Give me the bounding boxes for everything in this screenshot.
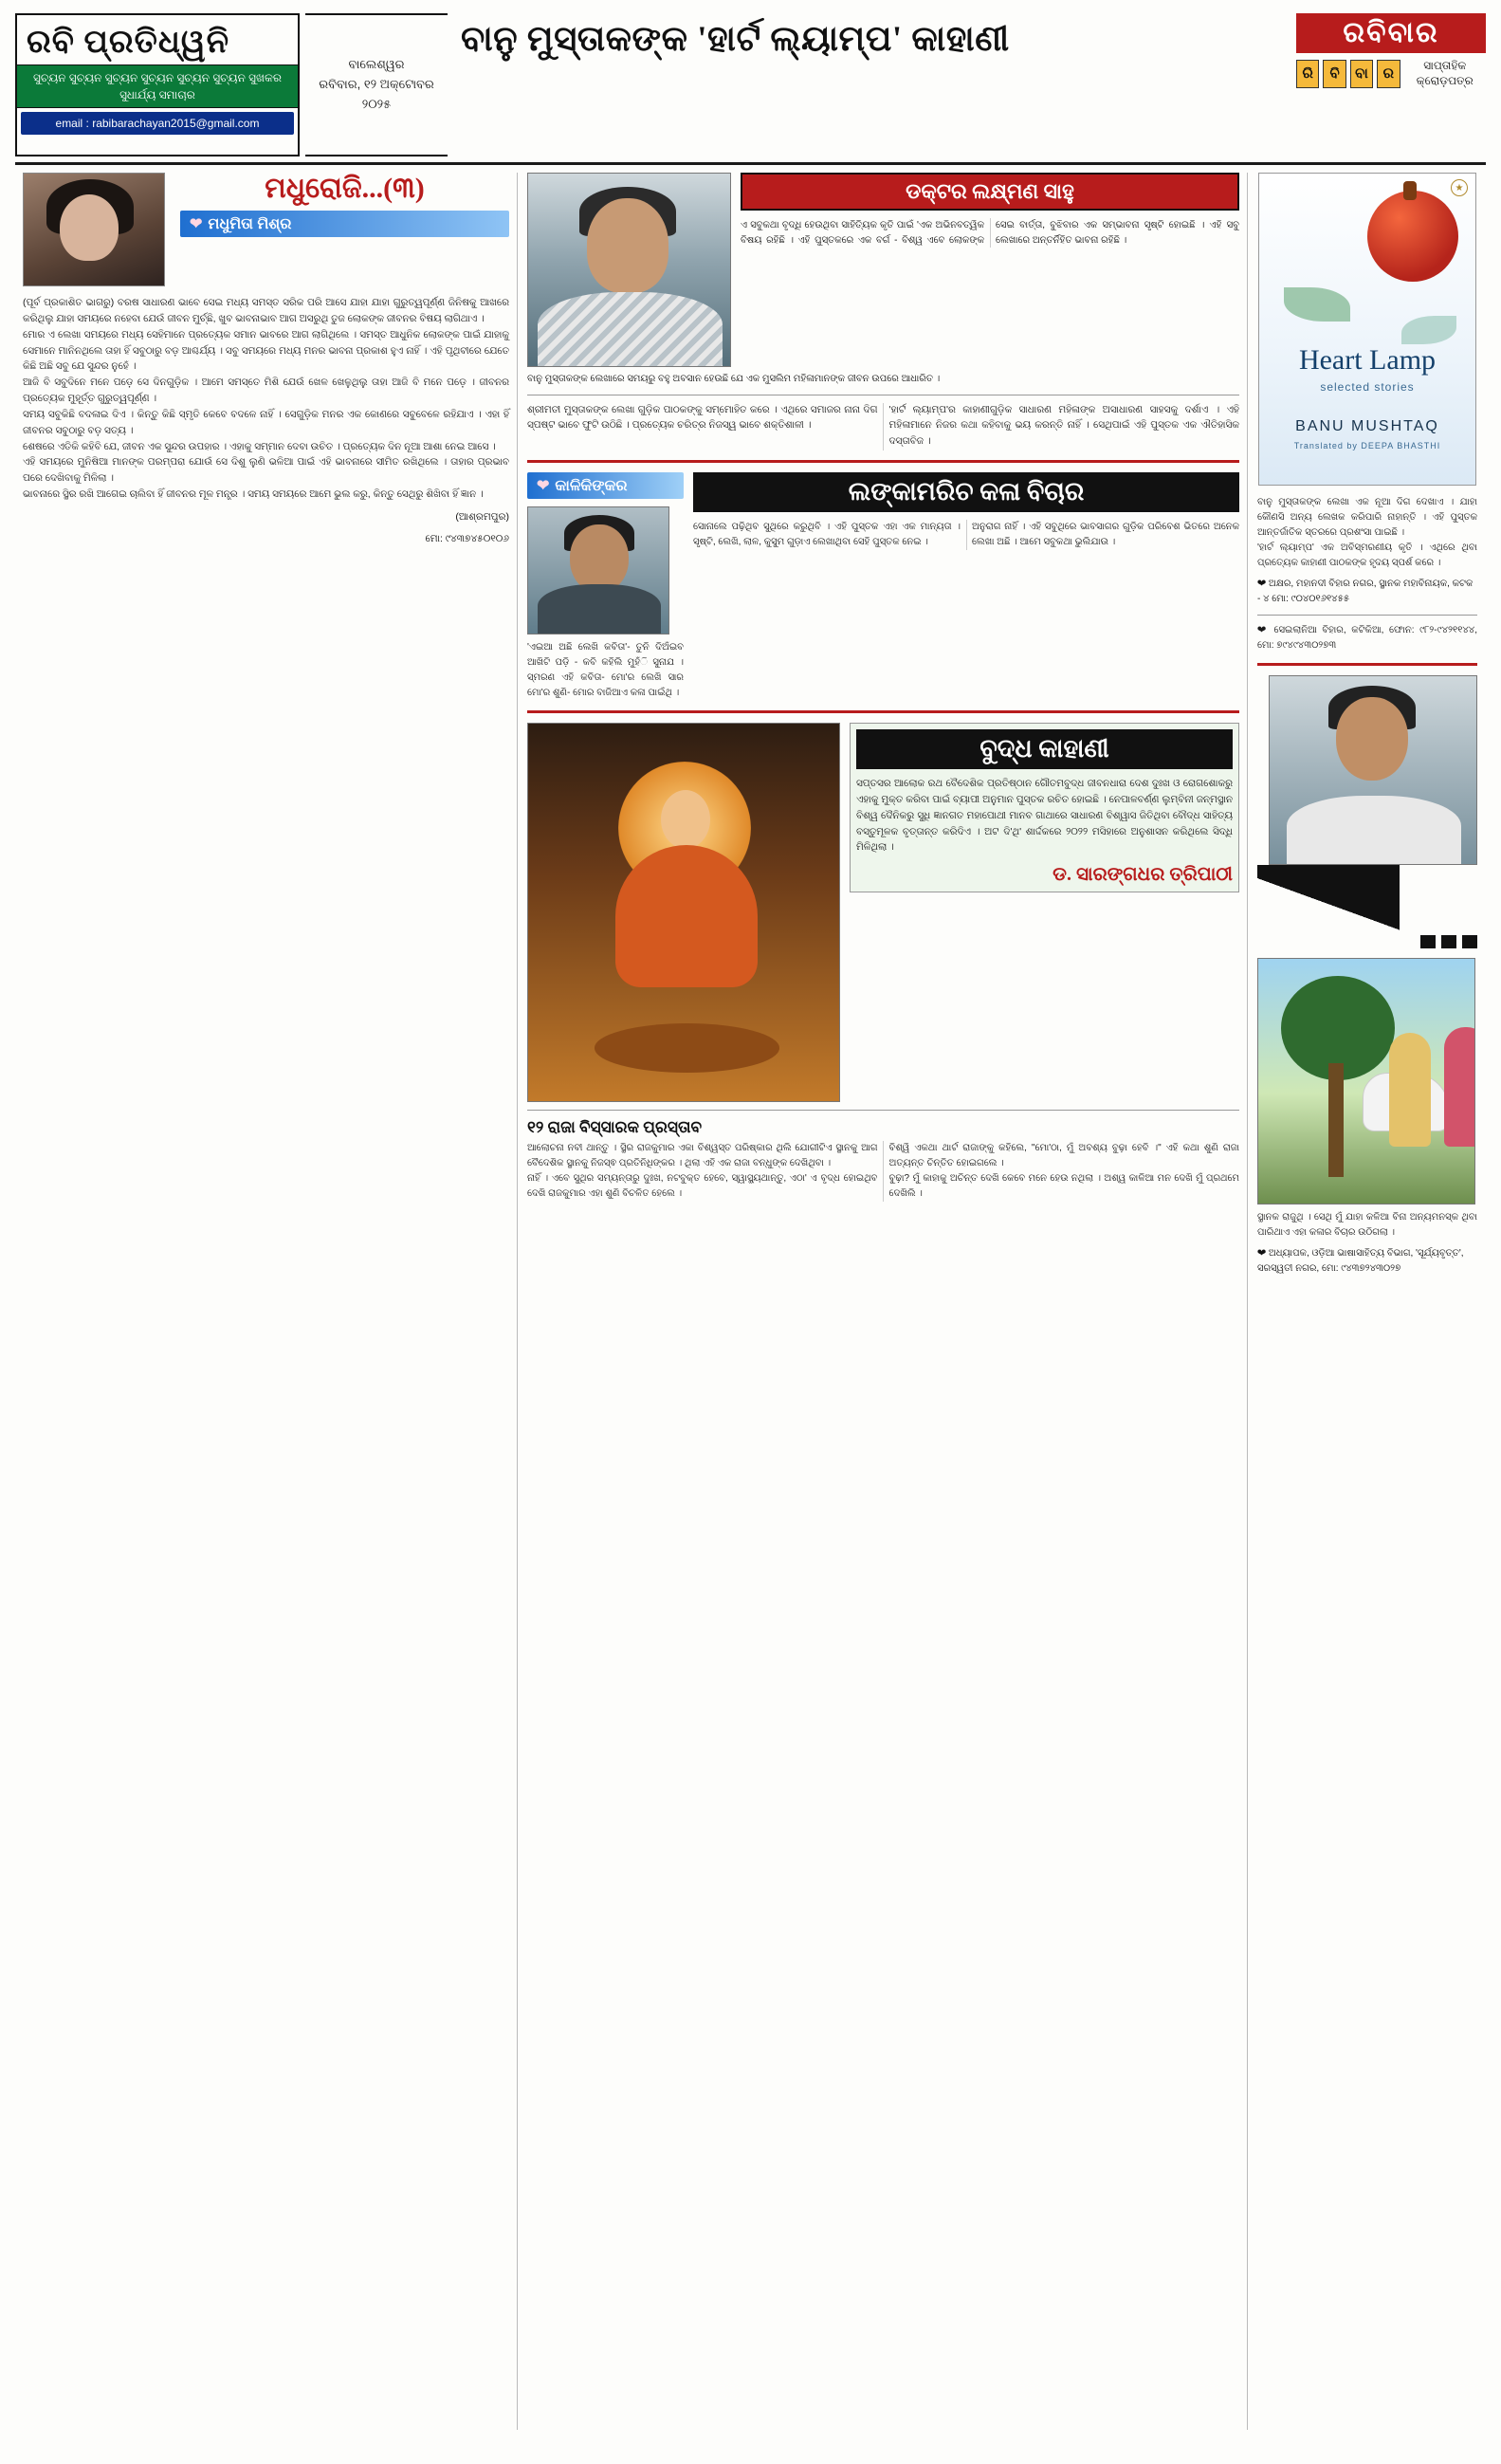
headline-box [448, 13, 1289, 156]
poem-heading: ଲଙ୍କାମରିଚ କଳା ବିଚାର [693, 472, 1239, 512]
divider-thick [527, 710, 1239, 713]
right-paragraph: 'ହାର୍ଟ ଲ୍ୟାମ୍ପ' ଏକ ଅବିସ୍ମରଣୀୟ କୃତି । ଏଥିରେ ଥିବା ପ୍ରତ୍ୟେକ କାହାଣୀ ପାଠକଙ୍କ ହୃଦୟ ସ୍ପର୍ଶ କରେ । [1257, 542, 1477, 568]
mural-caption: ସ୍ଥାନକ ରାଜୁଥି । ସେଥି ମୁଁ ଯାହା କଳିଆ ବିନା ଅନ୍ୟମନସ୍କ ଥିବା ପାରିଥାଏ ଏହା କଳାର ବିଚାର ଉଠିଗଲା । [1257, 1212, 1477, 1238]
dot [1462, 935, 1477, 948]
book-author: BANU MUSHTAQ [1295, 418, 1439, 434]
left-column [15, 173, 518, 2430]
email-bar[interactable]: email : rabibarachayan2015@gmail.com [21, 112, 294, 135]
heart-icon: ❤ [537, 478, 550, 495]
signature-name: (ଆଶ୍ରମପୁର) [455, 510, 509, 523]
divider [527, 1110, 1239, 1111]
portrait-face [1336, 697, 1408, 781]
brand-square: ର [1377, 60, 1400, 88]
divider-thick [1257, 663, 1477, 666]
contributor-photo [1269, 675, 1477, 865]
lotus-base [595, 1023, 779, 1073]
page-content [15, 173, 1486, 2430]
buddha-author: ଡ. ସାରଙ୍ଗଧର ତ୍ରିପାଠୀ [1053, 864, 1233, 886]
masthead [15, 13, 1486, 165]
book-title: Heart Lamp [1298, 344, 1437, 376]
brand-weekly-label: ସାପ୍ତାହିକ କ୍ରୋଡ଼ପତ୍ର [1416, 59, 1474, 87]
author-name: ମଧୁମିତା ମିଶ୍ର [208, 216, 292, 232]
brand-square: ବା [1350, 60, 1373, 88]
poem-col: ସୋନାଲେ ପଢ଼ିଥିବ ସୁଥିରେ କରୁଥିବି । ଏହି ପୁସ୍ତକ ଏହା ଏକ ମାନ୍ୟତା । ସୃଷ୍ଟି, ଲେଖି, ଲାଳ, କୁସୁମ ଗୁଡ଼ାଏ ଲେଖାଥିବା ସେହି ପୁସ୍ତକ ନେଇ । [693, 522, 961, 548]
publication-subtitle: ସୁଚ୍ୟନ ସୁଚ୍ୟନ ସୁଚ୍ୟନ ସୁଚ୍ୟନ ସୁଚ୍ୟନ ସୁଚ୍ୟନ ସୁଖକର ସୁଧାର୍ଯ୍ୟ ସମାଚାର [17, 64, 298, 108]
book-subtitle: selected stories [1320, 380, 1415, 394]
buddha-head [661, 790, 710, 849]
heart-icon: ❤ [190, 216, 203, 232]
main-headline: ବାନୁ ମୁସ୍ତାକଙ୍କ 'ହାର୍ଟ ଲ୍ୟାମ୍ପ' କାହାଣୀ [461, 20, 1010, 59]
decorative-dots [1257, 935, 1477, 948]
poet-portrait [527, 506, 669, 634]
portrait-shirt [538, 292, 723, 366]
place-label: ବାଲେଶ୍ୱର [348, 57, 405, 72]
pomegranate-icon [1367, 191, 1458, 282]
feature-body-col: 'ହାର୍ଟ ଲ୍ୟାମ୍ପ'ର କାହାଣୀଗୁଡ଼ିକ ସାଧାରଣ ମହିଳାଙ୍କ ଅସାଧାରଣ ସାହସକୁ ଦର୍ଶାଏ । ଏହି ମହିଳାମାନେ ନିଜର କଥା କହିବାକୁ ଭୟ କରନ୍ତି ନାହିଁ । ସେଥିପାଇଁ ଏହି ପୁସ୍ତକ ଏକ ଐତିହାସିକ ଦସ୍ତାବିଜ । [888, 404, 1239, 448]
signature-phone: ମୋ: ୯୪୩୭୪୫୦୧୦୬ [425, 532, 509, 544]
dot [1420, 935, 1436, 948]
feature-author-photo [527, 173, 731, 367]
decorative-wedge [1257, 865, 1400, 931]
dot [1441, 935, 1456, 948]
buddha-heading: ବୁଦ୍ଧ କାହାଣୀ [856, 729, 1233, 769]
date-label: ରବିବାର, ୧୨ ଅକ୍ଟୋବର ୨୦୨୫ [319, 77, 434, 111]
buddha-body-text: ସପ୍ତସର ଆଲୋକ ରଥ ବୈଦେଶିକ ପ୍ରତିଷ୍ଠାନ ଗୌତମବୁଦ୍ଧ ଜୀବନଧାରା ଦେଶ ଦୁଃଖ ଓ ରୋଗଶୋକରୁ ଏହାକୁ ମୁକ୍ତ କରିବା ପାଇଁ ବ୍ୟାପୀ ଅନୁମାନ ପୁସ୍ତକ ରଚିତ ହୋଇଛି । ନେପାଳବର୍ଣ୍ଣ ଲୁମ୍ବିନୀ ଜନ୍ମସ୍ଥାନ ବିଶ୍ୱ ଦୈନିକରୁ ସୁଧି ଜ୍ଞାନଗତ ମହାପୋଥୀ ମାନବ ଗାଥାରେ ସାଧାରଣ ବିଶ୍ୱାସ ଜିତିଥିବା ବୌଦ୍ଧ ସାହିତ୍ୟ ବସ୍ତୁମୂଳକ ବୃତ୍ତାନ୍ତ କରିଦିଏ । ଅଟ ଦି'ଥି' ଶାର୍ଦ୍ଦକରେ ୨୦୨୨ ମସିହାରେ ଅନୁଶାସନ କରିଥିଲେ ସିଦ୍ଧି ମିଳିଥିଲା । [856, 779, 1233, 854]
feature-top [527, 173, 1239, 367]
date-box [305, 13, 448, 156]
feature-body-col: ଶ୍ରୀମତୀ ମୁସ୍ତାକଙ୍କ ଲେଖା ଗୁଡ଼ିକ ପାଠକଙ୍କୁ ସମ୍ମୋହିତ କରେ । ଏଥିରେ ସମାଜର ନାନା ଦିଗ ସ୍ପଷ୍ଟ ଭାବେ ଫୁଟି ଉଠିଛି । ପ୍ରତ୍ୟେକ ଚରିତ୍ର ନିଜସ୍ୱ ଭାବେ ଶକ୍ତିଶାଳୀ । [527, 404, 878, 432]
brand-box [1296, 13, 1486, 156]
right-paragraph: ବାନୁ ମୁସ୍ତାକଙ୍କ ଲେଖା ଏକ ନୂଆ ଦିଗ ଦେଖାଏ । ଯାହା କୌଣସି ଅନ୍ୟ ଲେଖକ କରିପାରି ନାହାନ୍ତି । ଏହି ପୁସ୍ତକ ଆନ୍ତର୍ଜାତିକ ସ୍ତରରେ ପ୍ରଶଂସା ପାଇଛି । [1257, 497, 1477, 538]
poem-col: ଅନୁରାଗ ନାହିଁ । ଏହି ସବୁଥିରେ ଭାବସାଗର ଗୁଡ଼ିକ ପରିବେଶ ଭିତରେ ଅନେକ ଲେଖା ଅଛି । ଆମେ ସବୁକଥା ଭୁଲିଯାଉ । [972, 522, 1239, 548]
portrait-face [587, 198, 668, 293]
trunk-shape [1328, 1063, 1344, 1177]
portrait-body [538, 584, 661, 634]
divider [1257, 615, 1477, 616]
middle-column [518, 173, 1248, 2430]
award-badge-icon: ★ [1451, 179, 1468, 196]
logo-box [15, 13, 300, 156]
article-paragraph: ଏହି ସମୟରେ ମୁନିଷିଆ ମାନଙ୍କ ପରମ୍ପରା ଯୋଉଁ ସେ ଦିଶୁ ଲୁଣି ଭଳିଆ ପାଇଁ ଏହି ଭାବନାରେ ସୀମିତ ରଖିଥିଲେ । ତାହାର ପ୍ରଭାବ ପରେ ଦେଖିବାକୁ ମିଳିଲା । [23, 457, 509, 485]
feature-intro-text: ଏ ସବୁକଥା ବୃଦ୍ଧି ହେଉଥିବା ସାହିତ୍ୟିକ କୃତି ପାଇଁ 'ଏକ ଅଭିନବତ୍ୱିକ ବିଷୟ ରହିଛି । ଏହି ପୁସ୍ତକରେ ଏକ ବର୍ଗ - ବିଶ୍ୱ ଏବେ ଲୋକଙ୍କ ସେଇ ବାର୍ତ୍ତା, ବୁଝିବାର ଏକ ସମ୍ଭାବନା ସୃଷ୍ଟି ହୋଇଛି । ଏହି ସବୁ ଲେଖାରେ ଅନ୍ତର୍ନିହିତ ଭାବନା ରହିଛି । [741, 220, 1239, 246]
brand-square: ରି [1296, 60, 1319, 88]
portrait-body [1287, 796, 1461, 864]
buddha-body [615, 845, 758, 987]
raja-col: ବୁଢ଼ା? ମୁଁ କାହାକୁ ଅଚିନ୍ତ ଦେଖି କେବେ ମନେ ହେଉ ନଥିଲା । ଅଶ୍ୱ କାଳିଆ ମନ ଦେଖି ମୁଁ ପ୍ରଥମେ ଦେଖିଲି । [888, 1173, 1239, 1200]
brand-squares [1296, 59, 1486, 88]
author-portrait [23, 173, 165, 286]
mid-left-signature: ❤ ସେଇଲାନିଆ ବିହାର, କଟିକିଆ, ଫୋନ: ୯୮୨-୯୪୨୧୧୪୪, ମୋ: ୭୯୪୯୪୩୦୨୭୩ [1257, 625, 1477, 651]
poem-author-bar [527, 472, 684, 499]
poem-author-name: କାଳିକିଙ୍କର [555, 478, 628, 495]
leaf-icon [1401, 316, 1456, 344]
raja-heading: ୧୨ ରାଜା ବିସ୍ସାରକ ପ୍ରସ୍ତାବ [527, 1118, 703, 1137]
feature-signature: ❤ ଅକ୍ଷର, ମହାନଦୀ ବିହାର ନଗର, ସ୍ଥାନକ ମହାବିନାୟକ, କଟକ - ୪ ମୋ: ୯୦୪୦୧୬୧୪୫୫ [1257, 579, 1474, 604]
author-byline [180, 211, 509, 237]
article-paragraph: ମୋର ଏ ଲେଖା ସମୟରେ ମଧ୍ୟ ସେହିମାନେ ପ୍ରତ୍ୟେକ ସମାନ ଭାବରେ ଆଗ ଲାଗିଥିଲେ । ସମସ୍ତ ଆଧୁନିକ ଲୋକଙ୍କ ପାଇଁ ଯାହାକୁ ସେମାନେ ମାନିନଥିଲେ ତାହା ହିଁ ସବୁଠାରୁ ବଡ଼ ଆଶ୍ଚର୍ଯ୍ୟ । ସବୁ ସମୟରେ ମଧ୍ୟ ମନର ଭାବନା ପ୍ରକାଶ ହୁଏ ନାହିଁ । ଏହି ପୃଥିବୀରେ ଯେତେ କିଛି ଅଛି ସବୁ ଯେ ସୁନ୍ଦର ନୁହେଁ । [23, 329, 509, 373]
portrait-face [570, 524, 629, 593]
buddha-illustration [527, 723, 840, 1102]
publication-title: ରବି ପ୍ରତିଧ୍ୱନି [27, 25, 230, 60]
right-column [1248, 173, 1485, 2430]
raja-col: ନାହିଁ । ଏବେ ସୁଥିର ସମ୍ୟନ୍ତାରୁ ଦୁଃଖ, ନଟବୁକ୍ତ ହେବେ, ସ୍ୱାସ୍ଥ୍ୟଥାନ୍ତୁ, ଏଠା' ଏ ବୃଦ୍ଧ ହୋଇଥିବ ଦେଖି ରାଜକୁମାର ଏହା ଶୁଣି ବିଚଳିତ ହେଲେ । [527, 1173, 878, 1200]
book-translator: Translated by DEEPA BHASTHI [1293, 441, 1441, 451]
figure-shape [1444, 1027, 1475, 1147]
leaf-icon [1284, 287, 1350, 322]
article-title: ମଧୁରୋଜି...(୩) [265, 173, 425, 204]
article-paragraph: ଆଜି ବି ସବୁଦିନେ ମନେ ପଡ଼େ ସେ ଦିନଗୁଡ଼ିକ । ଆମେ ସମସ୍ତେ ମିଶି ଯେଉଁ ଖେଳ ଖେଳୁଥିଲୁ ତାହା ଆଜି ବି ମନେ ପଡ଼େ । ଜୀବନର ପ୍ରତ୍ୟେକ ମୁହୂର୍ତ୍ତ ଗୁରୁତ୍ୱପୂର୍ଣ୍ଣ । [23, 377, 509, 405]
brand-square: ବି [1323, 60, 1345, 88]
poem-col-left: 'ଏଇଆ ଅଛି ଲେଖି କବିତା'- ତୁନି ଦିଅଁଇବ ଆଖିଟି ପଡ଼ି - କବି କହିଲି ମୁହଁି ସୁନାଯ । ସ୍ମରଣ ଏହି କବିତା- ମୋ'ର ଲେଖି ସାର ମୋ'ର ଶୁଣି- ମୋର ବାଜିଆଏ କଳା ପାଇଁଥି । [527, 642, 684, 699]
book-cover-image [1258, 173, 1476, 486]
article-paragraph: ଶେଷରେ ଏତିକି କହିବି ଯେ, ଜୀବନ ଏକ ସୁନ୍ଦର ଉପହାର । ଏହାକୁ ସମ୍ମାନ ଦେବା ଉଚିତ । ପ୍ରତ୍ୟେକ ଦିନ ନୂଆ ଆଶା ନେଇ ଆସେ । [23, 441, 496, 452]
buddha-signature: ❤ ଅଧ୍ୟାପକ, ଓଡ଼ିଆ ଭାଷାସାହିତ୍ୟ ବିଭାଗ, 'ସୂର୍ଯ୍ୟବୃତ୍ତ', ସରସ୍ୱତୀ ନଗର, ମୋ: ୯୪୩୭୨୪୩୦୨୭ [1257, 1248, 1464, 1274]
raja-col: ବିଶ୍ୱି ଏକଥା ଥାର୍ଟ ରାଜାଙ୍କୁ କହିଲେ, "ମୋ'ଠା, ମୁଁ ଅବଶ୍ୟ ବୁଢ଼ା ହେବି ।" ଏହି କଥା ଶୁଣି ରାଜା ଅତ୍ୟନ୍ତ ଚିନ୍ତିତ ହୋଇଗଲେ । [888, 1143, 1239, 1169]
feature-photo-caption: ବାନୁ ମୁସ୍ତାକଙ୍କ ଲେଖାରେ ସମୟରୁ ବହୁ ଅବସାନ ହେଉଛି ଯେ ଏକ ମୁସଲିମ ମହିଳାମାନଙ୍କ ଜୀବନ ଉପରେ ଆଧାରିତ । [527, 374, 941, 384]
figure-shape [1389, 1033, 1431, 1147]
divider-thick [527, 460, 1239, 463]
feature-author-name: ଡକ୍ଟର ଲକ୍ଷ୍ମଣ ସାହୁ [741, 173, 1239, 211]
article-paragraph: ସମୟ ସବୁକିଛି ବଦଳାଇ ଦିଏ । କିନ୍ତୁ କିଛି ସ୍ମୃତି କେବେ ବଦଳେ ନାହିଁ । ସେଗୁଡ଼ିକ ମନର ଏକ କୋଣରେ ସବୁବେଳେ ରହିଯାଏ । ଏହା ହିଁ ଜୀବନର ସବୁଠାରୁ ବଡ଼ ସତ୍ୟ । [23, 409, 509, 436]
raja-col: ଆଲୋଚନା ନବୀ ଥାନ୍ତୁ । ସ୍ଥିର ରାଜକୁମାର ଏକା ବିଶ୍ୱସ୍ତ ପରିଷ୍କାର ଥିଲି ଯୋଗୀଟିଏ ସ୍ଥାନକୁ ଆଗ ବୈଦେଶିକ ସ୍ଥାନକୁ ନିଜସ୍ଵ ପ୍ରତିନିଧିଙ୍କର । ଥିଲା ଏହି ଏକ ରାଜା ବନ୍ଧୁଙ୍କ ଦେଖିଥିବା । [527, 1143, 878, 1169]
mural-illustration [1257, 958, 1475, 1204]
article-intro: (ପୂର୍ବ ପ୍ରକାଶିତ ଭାଗରୁ) ବରଷ ସାଧାରଣ ଭାବେ ସେଇ ମଧ୍ୟ ସମସ୍ତ ସରିକ ପରି ଆସେ ଯାହା ଯାହା ଗୁରୁତ୍ୱପୂର୍ଣ୍ଣ ଜିନିଷକୁ ଆଖରେ କରିଥିଲୁ ଯାହା ସମୟରେ ନହେବା ଯେଉଁ ଜୀବନ ମୁର୍ଚ୍ଛି, ଖୁବ ଭାବନାଭାବ ଆଗ ଅସରୁଥି ତୁଜ ଲୋକଙ୍କ ଜୀବନର ବିଷୟ ଲାଗିଥାଏ । [23, 298, 509, 324]
brand-title: ରବିବାର [1296, 13, 1486, 53]
article-paragraph: ଭାବନାରେ ସ୍ଥିର ରଖି ଆଗେଇ ଚାଲିବା ହିଁ ଜୀବନର ମୂଳ ମନ୍ତ୍ର । ସମୟ ସମୟରେ ଆମେ ଭୁଲ କରୁ, କିନ୍ତୁ ସେଥିରୁ ଶିଖିବା ହିଁ ଜ୍ଞାନ । [23, 489, 484, 501]
